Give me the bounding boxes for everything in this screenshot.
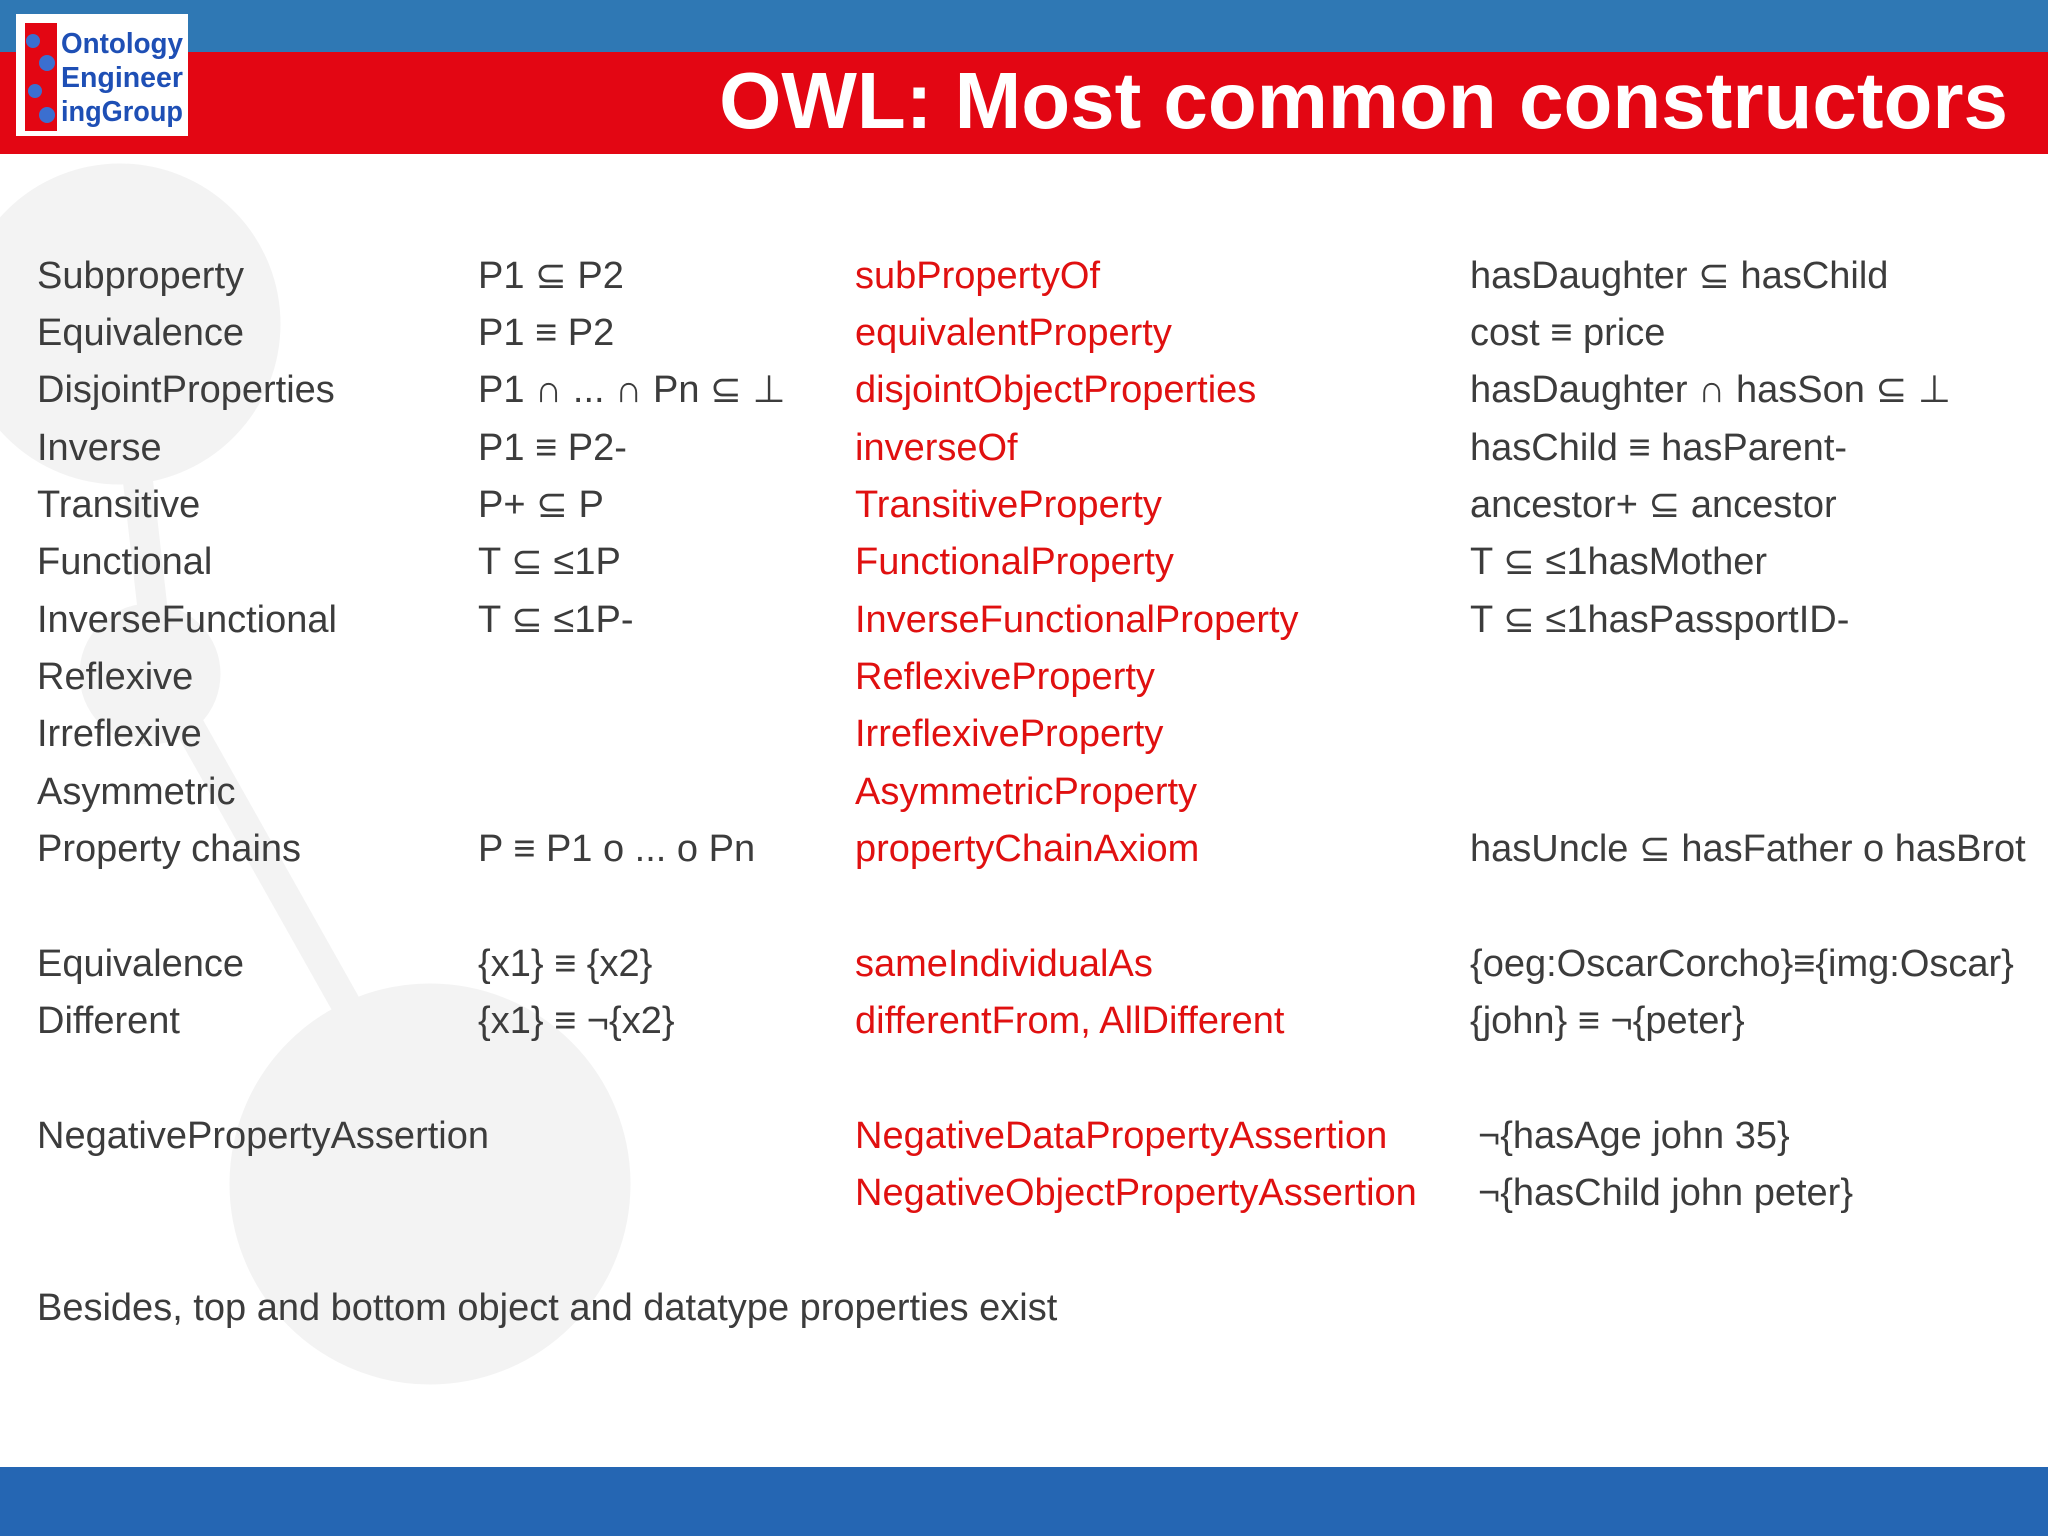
owl-term: disjointObjectProperties	[855, 369, 1257, 411]
table-row	[0, 1108, 2048, 1164]
logo-line-3: ingGroup	[61, 96, 183, 128]
constructor-name: Different	[37, 1000, 180, 1042]
dl-syntax: P1 ≡ P2-	[478, 427, 627, 469]
example: cost ≡ price	[1470, 312, 1666, 354]
constructor-name: Equivalence	[37, 943, 245, 985]
table-row	[0, 248, 2048, 304]
constructor-name: Asymmetric	[37, 771, 236, 813]
table-row	[0, 534, 2048, 590]
table-row	[0, 420, 2048, 476]
owl-term: inverseOf	[855, 427, 1018, 469]
dl-syntax: {x1} ≡ {x2}	[478, 943, 653, 985]
dl-syntax: T ⊆ ≤1P	[478, 541, 621, 583]
owl-term: NegativeDataPropertyAssertion	[855, 1115, 1388, 1157]
table-row	[0, 764, 2048, 820]
dl-syntax: P1 ≡ P2	[478, 312, 615, 354]
table-row	[0, 936, 2048, 992]
constructor-name: Inverse	[37, 427, 162, 469]
table-row	[0, 706, 2048, 762]
example: {oeg:OscarCorcho}≡{img:Oscar}	[1470, 943, 2014, 985]
table-row	[0, 362, 2048, 418]
table-row	[0, 649, 2048, 705]
owl-term: IrreflexiveProperty	[855, 713, 1164, 755]
logo-line-1: Ontology	[61, 28, 183, 60]
constructor-name: Equivalence	[37, 312, 245, 354]
bottom-blue-bar	[0, 1467, 2048, 1536]
example: hasDaughter ∩ hasSon ⊆ ⊥	[1470, 369, 1951, 411]
constructor-name: Property chains	[37, 828, 302, 870]
owl-term: NegativeObjectPropertyAssertion	[855, 1172, 1417, 1214]
example: hasUncle ⊆ hasFather o hasBrot	[1470, 828, 2026, 870]
owl-term: TransitiveProperty	[855, 484, 1162, 526]
constructor-name: Reflexive	[37, 656, 194, 698]
owl-term: equivalentProperty	[855, 312, 1172, 354]
example: ¬{hasAge john 35}	[1478, 1115, 1790, 1157]
constructor-name: NegativePropertyAssertion	[37, 1115, 489, 1157]
owl-term: ReflexiveProperty	[855, 656, 1155, 698]
owl-term: FunctionalProperty	[855, 541, 1174, 583]
example: ¬{hasChild john peter}	[1478, 1172, 1854, 1214]
owl-term: differentFrom, AllDifferent	[855, 1000, 1285, 1042]
constructor-name: DisjointProperties	[37, 369, 335, 411]
constructor-name: Transitive	[37, 484, 201, 526]
dl-syntax: P ≡ P1 o ... o Pn	[478, 828, 756, 870]
constructor-name: Functional	[37, 541, 213, 583]
dl-syntax: P+ ⊆ P	[478, 484, 604, 526]
table-row	[0, 1165, 2048, 1221]
table-row	[0, 821, 2048, 877]
example: T ⊆ ≤1hasPassportID-	[1470, 599, 1850, 641]
table-row	[0, 305, 2048, 361]
constructor-name: Subproperty	[37, 255, 245, 297]
table-row	[0, 592, 2048, 648]
owl-term: propertyChainAxiom	[855, 828, 1200, 870]
example: hasChild ≡ hasParent-	[1470, 427, 1848, 469]
footnote-text: Besides, top and bottom object and datatype properties exist	[37, 1287, 1058, 1329]
dl-syntax: T ⊆ ≤1P-	[478, 599, 634, 641]
logo-line-2: Engineer	[61, 62, 183, 94]
example: T ⊆ ≤1hasMother	[1470, 541, 1768, 583]
owl-term: sameIndividualAs	[855, 943, 1153, 985]
dl-syntax: P1 ∩ ... ∩ Pn ⊆ ⊥	[478, 369, 786, 411]
owl-term: subPropertyOf	[855, 255, 1100, 297]
constructor-name: Irreflexive	[37, 713, 202, 755]
example: hasDaughter ⊆ hasChild	[1470, 255, 1889, 297]
owl-term: InverseFunctionalProperty	[855, 599, 1299, 641]
constructor-name: InverseFunctional	[37, 599, 337, 641]
dl-syntax: {x1} ≡ ¬{x2}	[478, 1000, 675, 1042]
table-row	[0, 993, 2048, 1049]
dl-syntax: P1 ⊆ P2	[478, 255, 624, 297]
example: ancestor+ ⊆ ancestor	[1470, 484, 1837, 526]
owl-term: AsymmetricProperty	[855, 771, 1198, 813]
example: {john} ≡ ¬{peter}	[1470, 1000, 1745, 1042]
table-row	[0, 477, 2048, 533]
slide-title: OWL: Most common constructors	[719, 56, 2008, 145]
